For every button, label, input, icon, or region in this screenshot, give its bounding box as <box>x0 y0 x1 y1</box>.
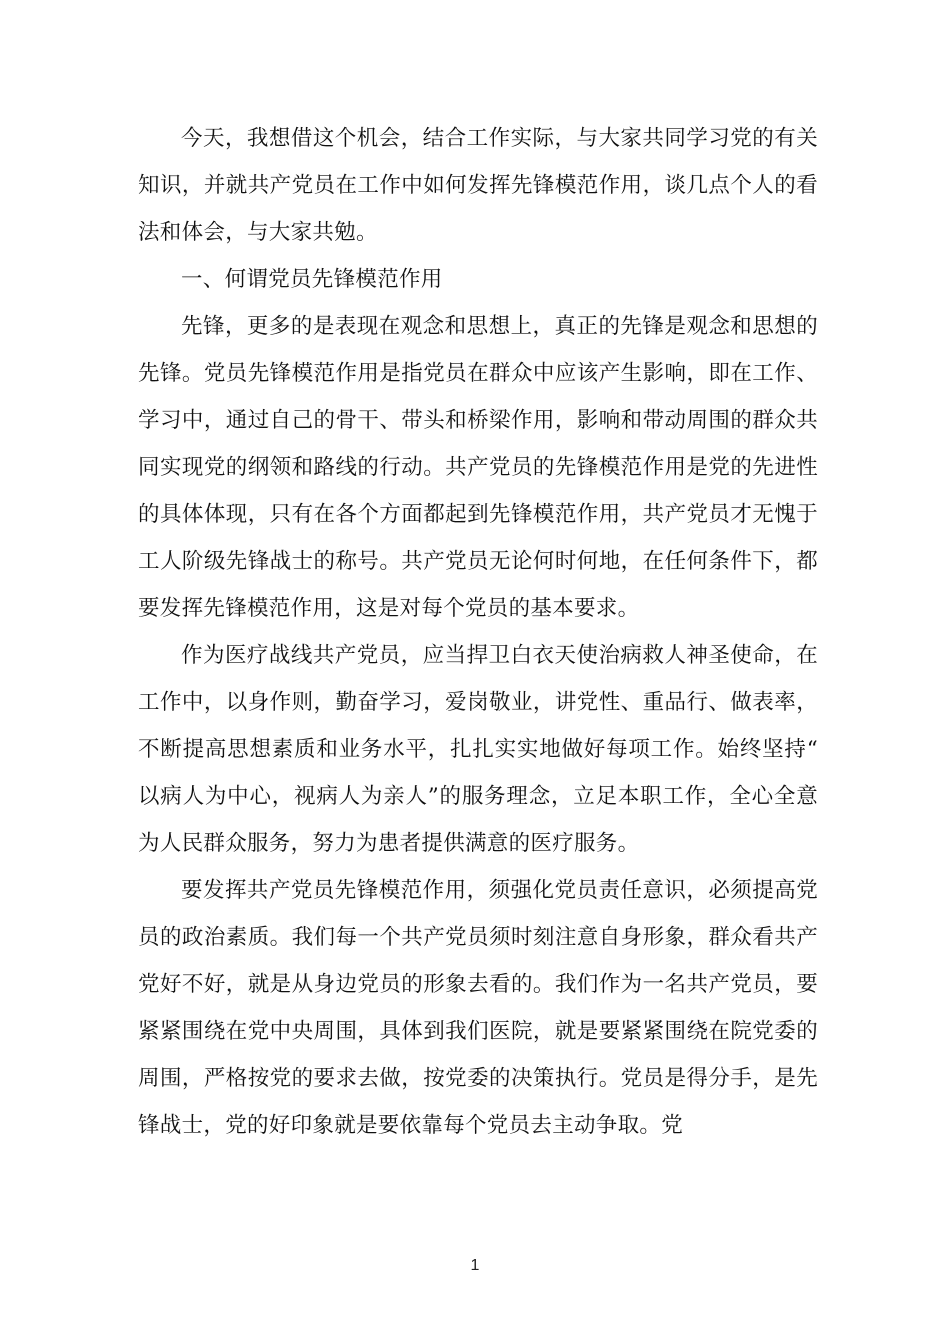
paragraph-definition: 先锋，更多的是表现在观念和思想上，真正的先锋是观念和思想的先锋。党员先锋模范作用是指党员在群众中应该产生影响，即在工作、学习中，通过自己的骨干、带头和桥梁作用，影响和带动周围的群众共同实现党的纲领和路线的行动。共产党员的先锋模范作用是党的先进性的具体体现，只有在各个方面都起到先锋模范作用，共产党员才无愧于工人阶级先锋战士的称号。共产党员无论何时何地，在任何条件下，都要发挥先锋模范作用，这是对每个党员的基本要求。 <box>138 314 818 621</box>
section-heading: 一、何谓党员先锋模范作用 <box>181 267 443 292</box>
document-body <box>138 115 818 1149</box>
paragraph-intro: 今天，我想借这个机会，结合工作实际，与大家共同学习党的有关知识，并就共产党员在工作中如何发挥先锋模范作用，谈几点个人的看法和体会，与大家共勉。 <box>138 126 818 245</box>
page-number: 1 <box>470 1257 480 1274</box>
paragraph-medical: 作为医疗战线共产党员，应当捍卫白衣天使治病救人神圣使命，在工作中，以身作则，勤奋学习，爱岗敬业，讲党性、重品行、做表率，不断提高思想素质和业务水平，扎扎实实地做好每项工作。始终坚持“以病人为中心，视病人为亲人”的服务理念，立足本职工作，全心全意为人民群众服务，努力为患者提供满意的医疗服务。 <box>138 643 818 856</box>
paragraph-responsibility: 要发挥共产党员先锋模范作用，须强化党员责任意识，必须提高党员的政治素质。我们每一个共产党员须时刻注意自身形象，群众看共产党好不好，就是从身边党员的形象去看的。我们作为一名共产党员，要紧紧围绕在党中央周围，具体到我们医院，就是要紧紧围绕在院党委的周围，严格按党的要求去做，按党委的决策执行。党员是得分手，是先锋战士，党的好印象就是要依靠每个党员去主动争取。党 <box>138 878 818 1138</box>
